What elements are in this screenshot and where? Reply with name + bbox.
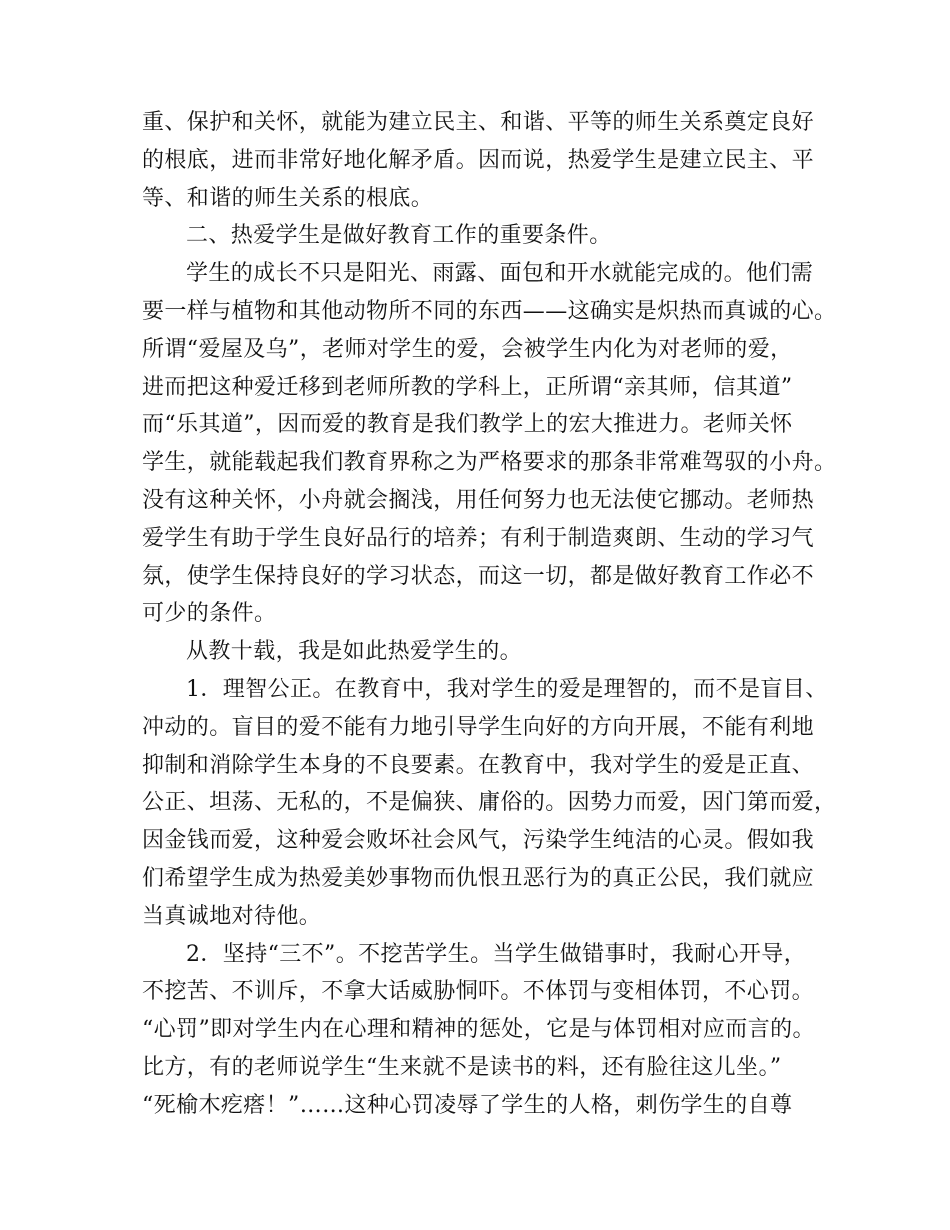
text-line: “死榆木疙瘩！”……这种心罚凌辱了学生的人格，刺伤学生的自尊 [142, 1092, 793, 1118]
text-line: 1．理智公正。在教育中，我对学生的爱是理智的，而不是盲目、 [186, 676, 828, 702]
text-line: 比方，有的老师说学生“生来就不是读书的料，还有脸往这儿坐。” [142, 1054, 782, 1080]
text-line: 公正、坦荡、无私的，不是偏狭、庸俗的。因势力而爱，因门第而爱， [142, 790, 837, 816]
text-line: 可少的条件。 [142, 601, 277, 627]
text-line: 从教十载，我是如此热爱学生的。 [186, 639, 523, 665]
text-line: 等、和谐的师生关系的根底。 [142, 185, 434, 211]
text-line: “心罚”即对学生内在心理和精神的惩处，它是与体罚相对应而言的。 [142, 1017, 815, 1043]
text-line: 而“乐其道”，因而爱的教育是我们教学上的宏大推进力。老师关怀 [142, 412, 793, 438]
text-line: 当真诚地对待他。 [142, 903, 322, 929]
text-line: 没有这种关怀，小舟就会搁浅，用任何努力也无法使它挪动。老师热 [142, 487, 815, 513]
text-line: 不挖苦、不训斥，不拿大话威胁恫吓。不体罚与变相体罚，不心罚。 [142, 979, 815, 1005]
text-line: 学生，就能载起我们教育界称之为严格要求的那条非常难驾驭的小舟。 [142, 450, 837, 476]
text-line: 抑制和消除学生本身的不良要素。在教育中，我对学生的爱是正直、 [142, 752, 815, 778]
document-body [142, 104, 837, 1125]
text-line: 的根底，进而非常好地化解矛盾。因而说，热爱学生是建立民主、平 [142, 147, 815, 173]
text-line: 进而把这种爱迁移到老师所教的学科上，正所谓“亲其师，信其道” [142, 374, 793, 400]
text-line: 因金钱而爱，这种爱会败坏社会风气，污染学生纯洁的心灵。假如我 [142, 828, 815, 854]
text-line: 所谓“爱屋及乌”，老师对学生的爱，会被学生内化为对老师的爱， [142, 336, 793, 362]
text-line: 要一样与植物和其他动物所不同的东西——这确实是炽热而真诚的心。 [142, 298, 837, 324]
text-line: 爱学生有助于学生良好品行的培养；有利于制造爽朗、生动的学习气 [142, 525, 815, 551]
text-line: 们希望学生成为热爱美妙事物而仇恨丑恶行为的真正公民，我们就应 [142, 865, 815, 891]
text-line: 二、热爱学生是做好教育工作的重要条件。 [186, 223, 612, 249]
text-line: 重、保护和关怀，就能为建立民主、和谐、平等的师生关系奠定良好 [142, 110, 815, 135]
text-line: 冲动的。盲目的爱不能有力地引导学生向好的方向开展，不能有利地 [142, 714, 815, 740]
text-line: 学生的成长不只是阳光、雨露、面包和开水就能完成的。他们需 [186, 261, 814, 287]
text-line: 氛，使学生保持良好的学习状态，而这一切，都是做好教育工作必不 [142, 563, 815, 589]
text-line: 2．坚持“三不”。不挖苦学生。当学生做错事时，我耐心开导， [186, 941, 807, 967]
